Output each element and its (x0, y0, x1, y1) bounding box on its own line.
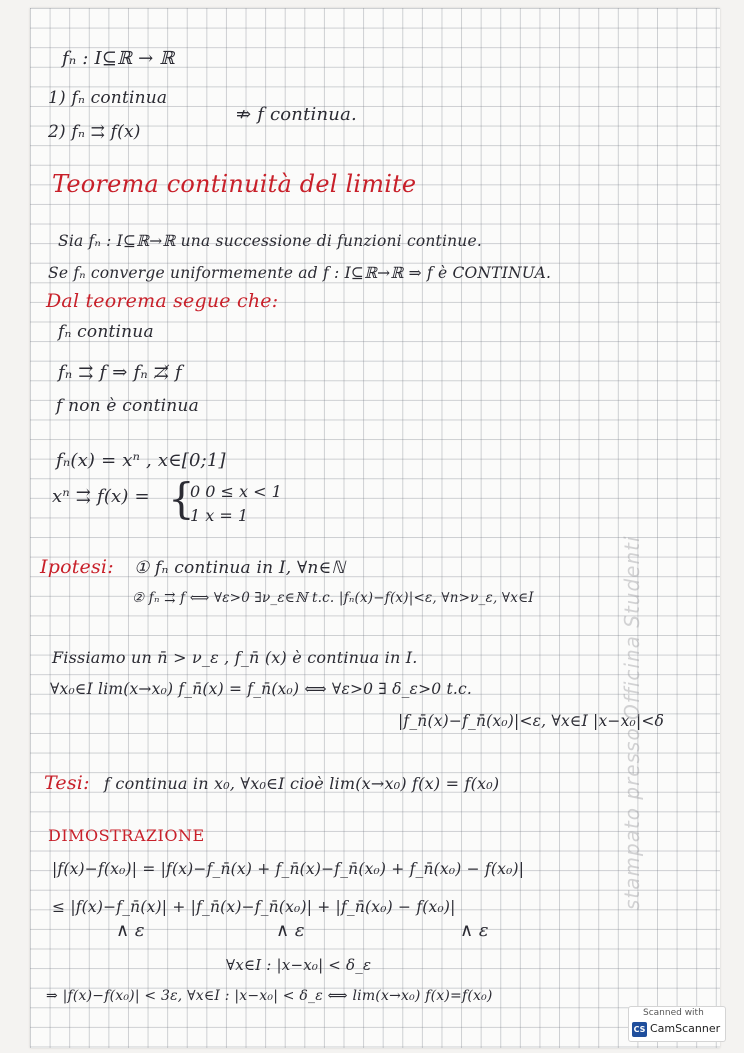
corollary-heading: Dal teorema segue che: (46, 290, 279, 312)
line-not-implies: ⇏ f continua. (236, 104, 357, 125)
line-condition-1: 1) fₙ continua (48, 88, 168, 108)
scanner-name: CamScanner (650, 1022, 721, 1035)
epsilon-bound-1: ∧ ε (116, 920, 145, 941)
case-2: 1 x = 1 (190, 506, 249, 525)
line-statement-2: Se fₙ converge uniformemente ad f : I⊆ℝ→ℝ ⇒ f è CONTINUA. (48, 264, 552, 282)
proof-line-3: ∀x∈I : |x−x₀| < δ_ε (226, 956, 372, 974)
line-condition-2: 2) fₙ ⇉ f(x) (48, 122, 141, 142)
hypothesis-1: ① fₙ continua in I, ∀n∈ℕ (134, 558, 346, 578)
proof-conclusion: ⇒ |f(x)−f(x₀)| < 3ε, ∀x∈I : |x−x₀| < δ_ε ⟺ lim(x→x₀) f(x)=f(x₀) (46, 988, 493, 1004)
theorem-title: Teorema continuità del limite (52, 170, 417, 198)
line-statement-1: Sia fₙ : I⊆ℝ→ℝ una successione di funzioni continue. (58, 232, 482, 250)
camscanner-badge (628, 1006, 726, 1042)
line-corollary-3: f non è continua (56, 396, 199, 416)
proof-line-2: ≤ |f(x)−f_n̄(x)| + |f_n̄(x)−f_n̄(x₀)| + |f_n̄(x₀) − f(x₀)| (52, 898, 456, 916)
camscanner-logo-icon: CS (632, 1022, 647, 1037)
line-corollary-2: fₙ ⇉ f ⇒ fₙ ⇉̸ f (58, 362, 182, 383)
line-function-def: fₙ : I⊆ℝ → ℝ (62, 48, 175, 69)
line-example: fₙ(x) = xⁿ , x∈[0;1] (56, 450, 226, 471)
grid-paper (30, 8, 720, 1048)
scanner-label: Scanned with (643, 1008, 704, 1018)
epsilon-bound-3: ∧ ε (460, 920, 489, 941)
hypothesis-2: ② fₙ ⇉ f ⟺ ∀ε>0 ∃ν_ε∈ℕ t.c. |fₙ(x)−f(x)|<ε, ∀n>ν_ε, ∀x∈I (132, 590, 534, 606)
proof-heading: DIMOSTRAZIONE (48, 826, 205, 845)
thesis-text: f continua in x₀, ∀x₀∈I cioè lim(x→x₀) f(x) = f(x₀) (104, 774, 500, 793)
epsilon-bound-2: ∧ ε (276, 920, 305, 941)
line-continuity-def: ∀x₀∈I lim(x→x₀) f_n̄(x) = f_n̄(x₀) ⟺ ∀ε>0 ∃ δ_ε>0 t.c. (50, 680, 473, 698)
line-corollary-1: fₙ continua (58, 322, 154, 342)
case-1: 0 0 ≤ x < 1 (190, 482, 282, 501)
line-continuity-def-2: |f_n̄(x)−f_n̄(x₀)|<ε, ∀x∈I |x−x₀|<δ (398, 712, 665, 730)
watermark: stampato presso Officina Studenti (620, 535, 644, 910)
proof-line-1: |f(x)−f(x₀)| = |f(x)−f_n̄(x) + f_n̄(x)−f_n̄(x₀) + f_n̄(x₀) − f(x₀)| (52, 860, 525, 878)
cases-brace: { (168, 474, 195, 523)
line-fix-n: Fissiamo un n̄ > ν_ε , f_n̄ (x) è continua in I. (52, 648, 418, 667)
line-limit-function: xⁿ ⇉ f(x) = (52, 486, 150, 507)
hypothesis-label: Ipotesi: (40, 556, 114, 578)
thesis-label: Tesi: (44, 772, 90, 794)
